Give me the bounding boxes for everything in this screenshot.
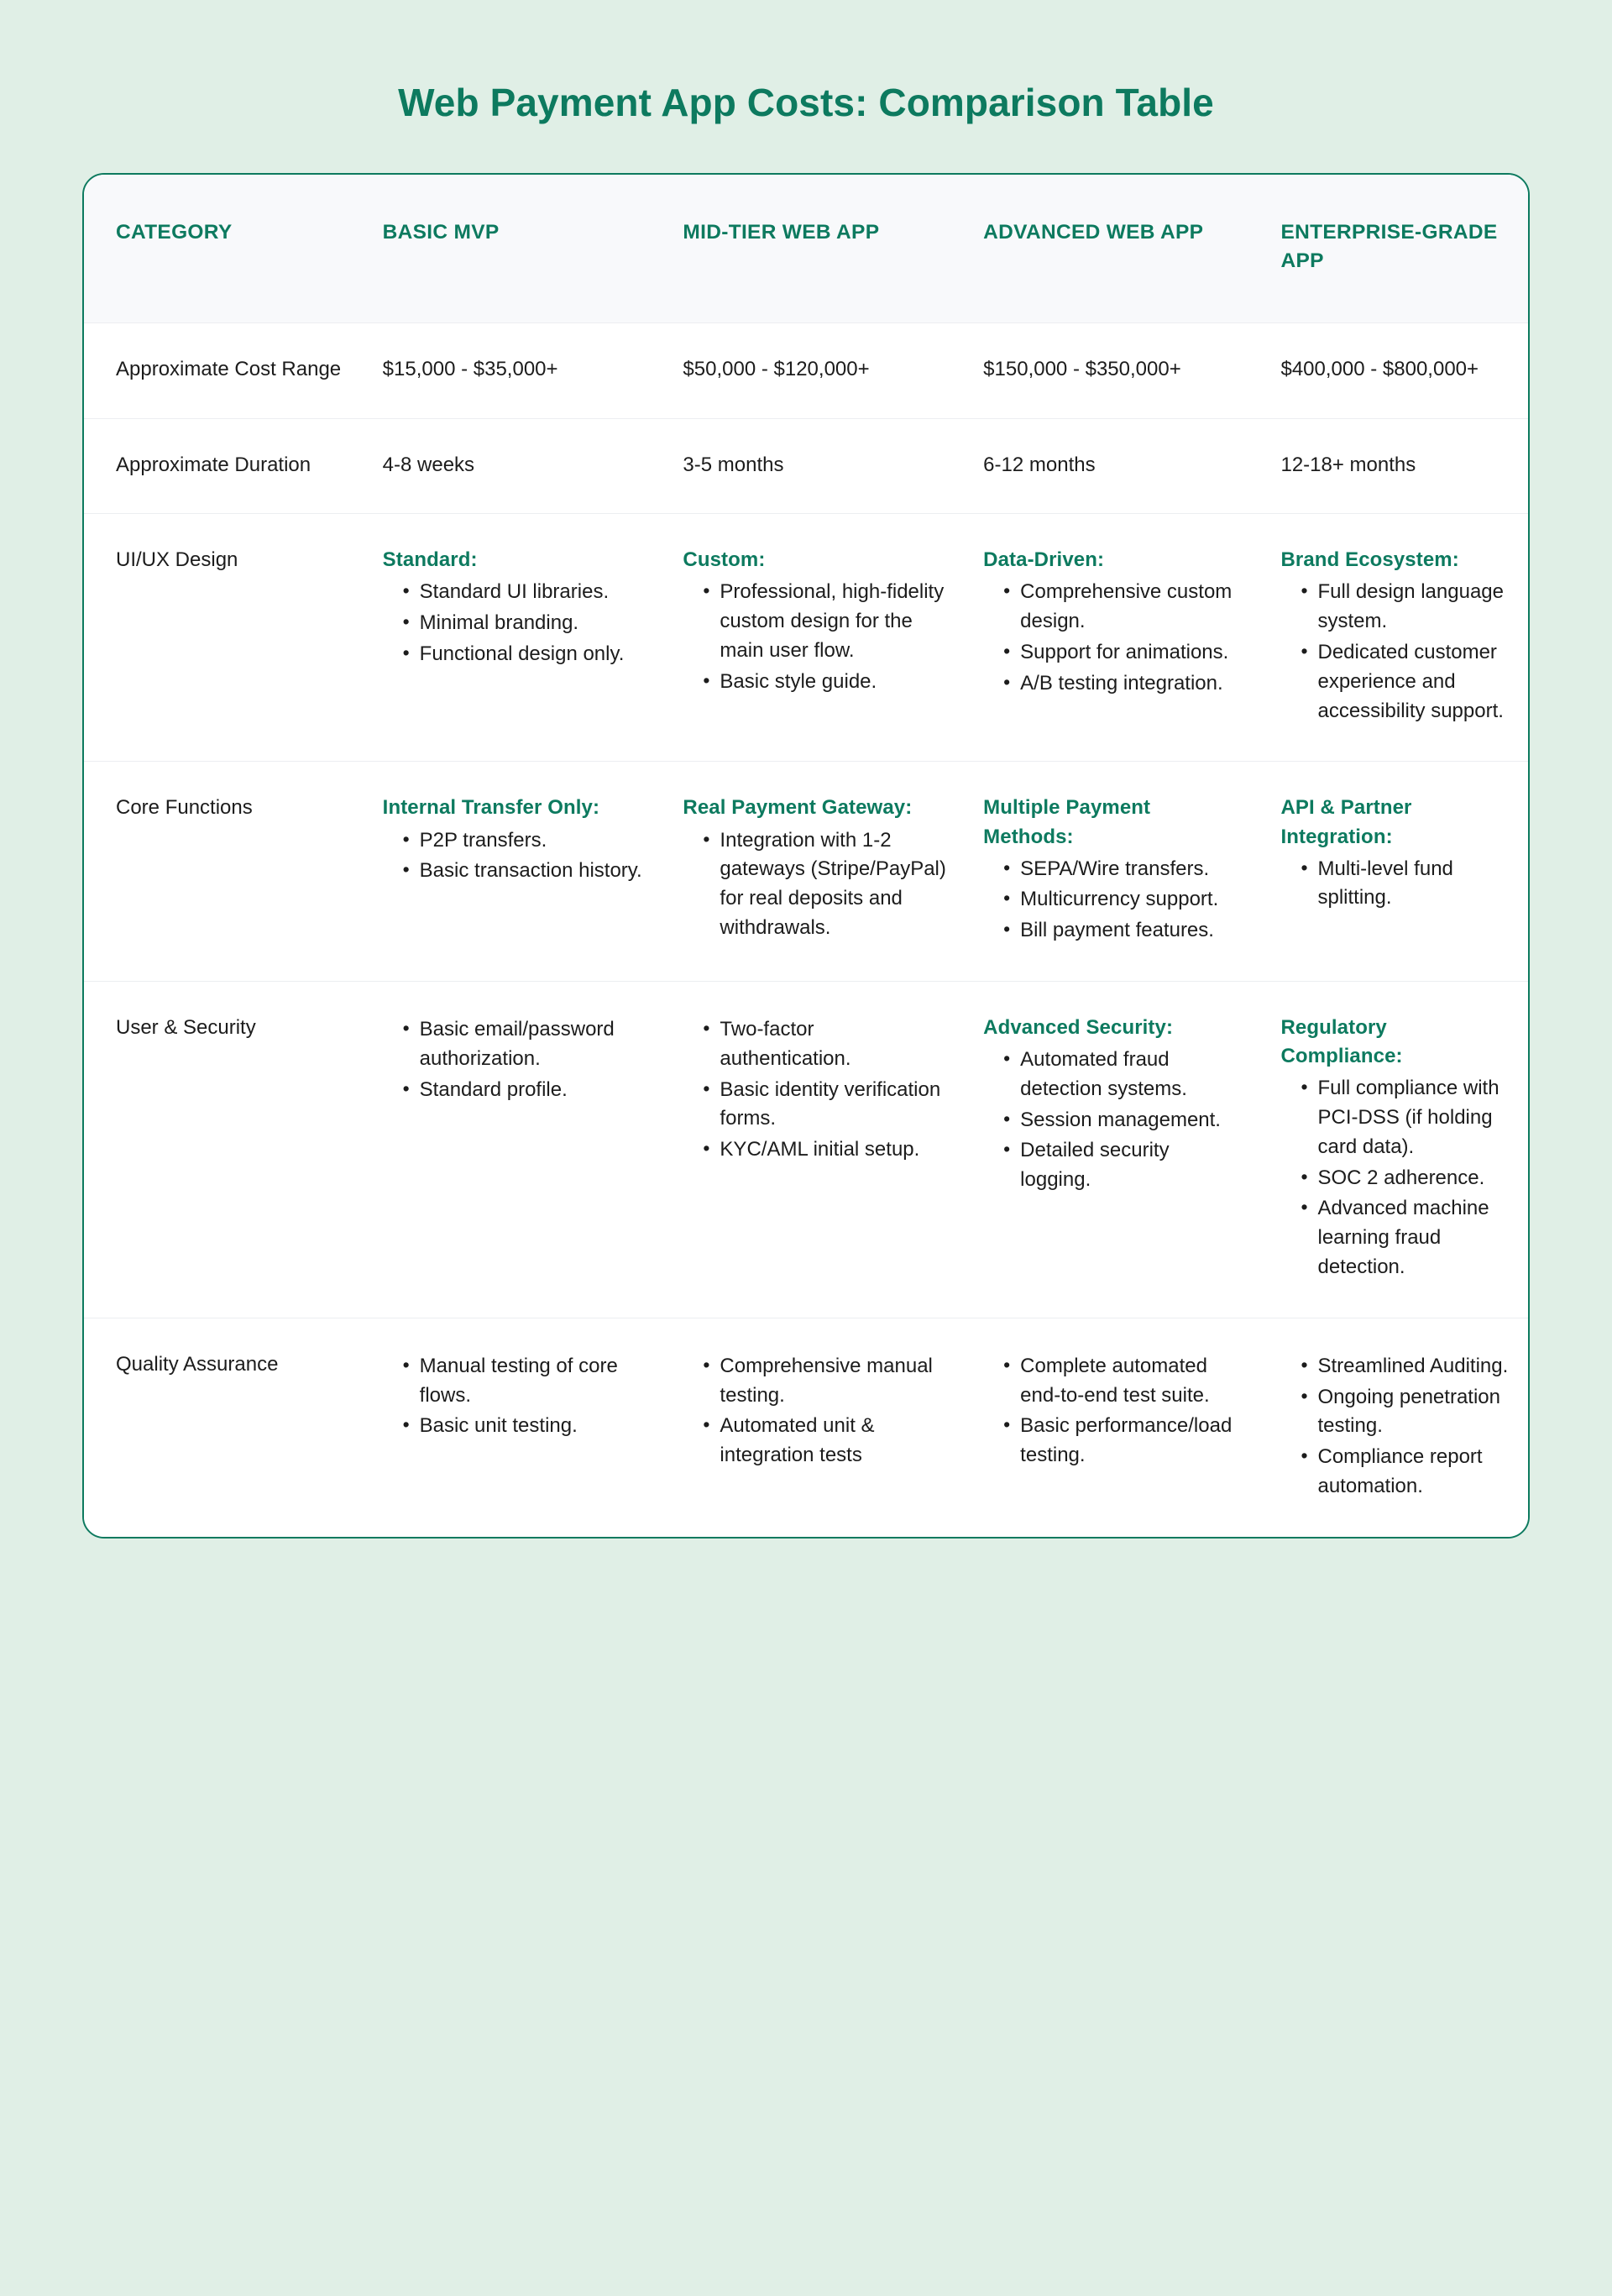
table-cell: [364, 418, 665, 514]
cell-text: $50,000 - $120,000+: [683, 357, 870, 380]
cell-bullet-list: [983, 1046, 1243, 1195]
cell-bullet-list: [1280, 1074, 1510, 1282]
list-item: • Ongoing penetration testing.: [1301, 1383, 1510, 1442]
column-header-category: CATEGORY: [84, 175, 364, 322]
list-item: • P2P transfers.: [403, 826, 646, 856]
list-item: • Two-factor authentication.: [703, 1015, 946, 1074]
table-row: [84, 322, 1528, 418]
table-cell: [364, 514, 665, 762]
cell-bullet-list: [983, 578, 1243, 698]
column-header-advanced-web-app: ADVANCED WEB APP: [965, 175, 1262, 322]
row-category-label: Approximate Cost Range: [84, 322, 364, 418]
list-item: • Multi-level fund splitting.: [1301, 855, 1510, 914]
list-item: • Full design language system.: [1301, 578, 1510, 637]
list-item: • Comprehensive manual testing.: [703, 1352, 946, 1411]
table-cell: [965, 981, 1262, 1318]
cell-bullet-list: [683, 1352, 946, 1470]
table-row: [84, 1318, 1528, 1536]
table-cell: [364, 981, 665, 1318]
table-cell: [664, 1318, 965, 1536]
cell-heading: Regulatory Compliance:: [1280, 1015, 1403, 1068]
list-item: • Manual testing of core flows.: [403, 1352, 646, 1411]
table-cell: [664, 762, 965, 982]
cell-bullet-list: [383, 826, 646, 887]
cell-bullet-list: [1280, 578, 1510, 726]
cell-heading: Multiple Payment Methods:: [983, 796, 1151, 848]
table-row: [84, 762, 1528, 982]
table-row: [84, 981, 1528, 1318]
list-item: • Comprehensive custom design.: [1003, 578, 1243, 637]
cell-heading: Custom:: [683, 548, 766, 572]
table-body: [84, 322, 1528, 1536]
cell-heading: Brand Ecosystem:: [1280, 548, 1459, 572]
list-item: • Professional, high-fidelity custom design for the main user flow.: [703, 578, 946, 665]
list-item: • Advanced machine learning fraud detection.: [1301, 1194, 1510, 1282]
list-item: • Standard UI libraries.: [403, 578, 646, 607]
cell-heading: Internal Transfer Only:: [382, 796, 600, 820]
cell-heading: Standard:: [382, 548, 478, 572]
cell-text: 12-18+ months: [1280, 453, 1416, 476]
list-item: • SOC 2 adherence.: [1301, 1164, 1510, 1193]
list-item: • Support for animations.: [1003, 638, 1243, 668]
list-item: • Functional design only.: [403, 640, 646, 669]
page-title: Web Payment App Costs: Comparison Table: [398, 81, 1214, 124]
cell-bullet-list: [683, 578, 946, 696]
table-cell: [1262, 418, 1528, 514]
list-item: • Integration with 1-2 gateways (Stripe/PayPal) for real deposits and withdrawals.: [703, 826, 946, 943]
row-category-label: Approximate Duration: [84, 418, 364, 514]
list-item: • Basic email/password authorization.: [403, 1015, 646, 1074]
list-item: • Basic transaction history.: [403, 857, 646, 886]
list-item: • Full compliance with PCI-DSS (if holding card data).: [1301, 1074, 1510, 1161]
row-category-label: User & Security: [84, 981, 364, 1318]
table-cell: [364, 1318, 665, 1536]
cell-bullet-list: [983, 1352, 1243, 1470]
cell-heading: API & Partner Integration:: [1280, 796, 1412, 848]
table-cell: [1262, 981, 1528, 1318]
cell-text: $400,000 - $800,000+: [1280, 357, 1479, 380]
cell-bullet-list: [383, 578, 646, 668]
table-cell: [965, 762, 1262, 982]
table-row: [84, 514, 1528, 762]
list-item: • Basic style guide.: [703, 668, 946, 697]
table-cell: [965, 1318, 1262, 1536]
list-item: • Basic unit testing.: [403, 1412, 646, 1441]
comparison-table: [84, 175, 1528, 1537]
cell-bullet-list: [1280, 1352, 1510, 1502]
table-cell: [664, 514, 965, 762]
table-cell: [364, 762, 665, 982]
table-cell: [965, 514, 1262, 762]
list-item: • Automated unit & integration tests: [703, 1412, 946, 1470]
table-cell: [1262, 322, 1528, 418]
comparison-table-card: [82, 173, 1530, 1539]
list-item: • Multicurrency support.: [1003, 885, 1243, 915]
list-item: • Minimal branding.: [403, 609, 646, 638]
list-item: • Streamlined Auditing.: [1301, 1352, 1510, 1381]
list-item: • Standard profile.: [403, 1076, 646, 1105]
table-cell: [664, 981, 965, 1318]
list-item: • Basic performance/load testing.: [1003, 1412, 1243, 1470]
cell-text: $150,000 - $350,000+: [983, 357, 1181, 380]
row-category-label: Quality Assurance: [84, 1318, 364, 1536]
table-row: [84, 418, 1528, 514]
cell-bullet-list: [983, 855, 1243, 946]
cell-text: 6-12 months: [983, 453, 1096, 476]
list-item: • KYC/AML initial setup.: [703, 1135, 946, 1165]
table-header: [84, 175, 1528, 322]
table-cell: [1262, 762, 1528, 982]
list-item: • A/B testing integration.: [1003, 669, 1243, 699]
list-item: • Session management.: [1003, 1106, 1243, 1135]
list-item: • Basic identity verification forms.: [703, 1076, 946, 1135]
column-header-enterprise-grade-app: ENTERPRISE-GRADE APP: [1262, 175, 1528, 322]
table-cell: [1262, 1318, 1528, 1536]
table-cell: [664, 322, 965, 418]
row-category-label: Core Functions: [84, 762, 364, 982]
table-cell: [965, 418, 1262, 514]
table-header-row: [84, 175, 1528, 322]
cell-bullet-list: [383, 1352, 646, 1441]
table-cell: [364, 322, 665, 418]
list-item: • Bill payment features.: [1003, 916, 1243, 946]
list-item: • SEPA/Wire transfers.: [1003, 855, 1243, 884]
column-header-basic-mvp: BASIC MVP: [364, 175, 665, 322]
table-cell: [965, 322, 1262, 418]
list-item: • Compliance report automation.: [1301, 1443, 1510, 1502]
cell-heading: Data-Driven:: [983, 548, 1105, 572]
row-category-label: UI/UX Design: [84, 514, 364, 762]
table-cell: [1262, 514, 1528, 762]
cell-text: 3-5 months: [683, 453, 784, 476]
cell-heading: Real Payment Gateway:: [683, 796, 913, 820]
table-cell: [664, 418, 965, 514]
cell-text: $15,000 - $35,000+: [382, 357, 558, 380]
cell-bullet-list: [1280, 855, 1510, 914]
cell-bullet-list: [683, 1015, 946, 1165]
list-item: • Detailed security logging.: [1003, 1136, 1243, 1195]
cell-text: 4-8 weeks: [382, 453, 475, 476]
column-header-mid-tier-web-app: MID-TIER WEB APP: [664, 175, 965, 322]
list-item: • Dedicated customer experience and accessibility support.: [1301, 638, 1510, 726]
list-item: • Complete automated end-to-end test suite.: [1003, 1352, 1243, 1411]
list-item: • Automated fraud detection systems.: [1003, 1046, 1243, 1104]
cell-bullet-list: [683, 826, 946, 943]
cell-bullet-list: [383, 1015, 646, 1104]
cell-heading: Advanced Security:: [983, 1015, 1174, 1039]
bottom-spacer: [0, 1539, 1612, 1589]
